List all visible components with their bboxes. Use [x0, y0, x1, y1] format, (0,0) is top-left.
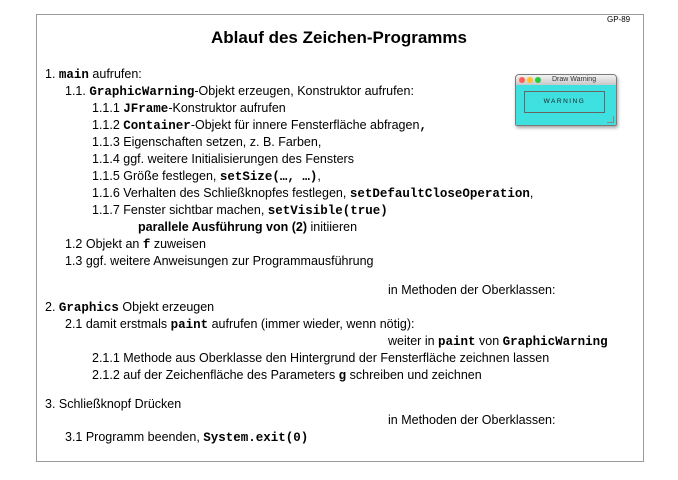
resize-grip-icon — [607, 116, 614, 123]
page-title: Ablauf des Zeichen-Programms — [210, 28, 467, 47]
line-1-1-6: 1.1.6 Verhalten des Schließknopfes festlegen, setDefaultCloseOperation, — [92, 186, 534, 201]
superclass-note-1: in Methoden der Oberklassen: — [388, 283, 556, 297]
line-1-1-7-parallel: parallele Ausführung von (2) initiieren — [138, 220, 358, 234]
close-dot-icon — [519, 77, 525, 83]
line-3: 3. Schließknopf Drücken — [45, 397, 182, 411]
minimize-dot-icon — [527, 77, 533, 83]
superclass-note-2: in Methoden der Oberklassen: — [388, 413, 556, 427]
line-1: 1. main aufrufen: — [45, 67, 142, 82]
line-1-1-2: 1.1.2 Container-Objekt für innere Fensterfläche abfragen, — [92, 118, 427, 133]
window-titlebar — [516, 75, 616, 85]
draw-warning-window — [515, 74, 617, 126]
zoom-dot-icon — [535, 77, 541, 83]
line-1-1: 1.1. GraphicWarning-Objekt erzeugen, Konstruktor aufrufen: — [65, 84, 414, 99]
line-2-1-paint-note: weiter in paint von GraphicWarning — [388, 334, 608, 349]
page-id: GP-89 — [607, 15, 631, 24]
line-2-1-2: 2.1.2 auf der Zeichenfläche des Parameters g schreiben und zeichnen — [92, 368, 482, 383]
line-1-3: 1.3 ggf. weitere Anweisungen zur Programmausführung — [65, 254, 374, 268]
line-1-1-5: 1.1.5 Größe festlegen, setSize(…, …), — [92, 169, 321, 184]
line-1-1-1: 1.1.1 JFrame-Konstruktor aufrufen — [92, 101, 286, 116]
window-title: Draw Warning — [552, 76, 597, 83]
warning-label: WARNING — [524, 91, 605, 113]
line-2-1: 2.1 damit erstmals paint aufrufen (immer wieder, wenn nötig): — [65, 317, 415, 332]
line-2: 2. Graphics Objekt erzeugen — [45, 300, 215, 315]
line-1-2: 1.2 Objekt an f zuweisen — [65, 237, 206, 252]
line-1-1-3: 1.1.3 Eigenschaften setzen, z. B. Farben, — [92, 135, 322, 149]
line-1-1-4: 1.1.4 ggf. weitere Initialisierungen des Fensters — [92, 152, 354, 166]
line-2-1-1: 2.1.1 Methode aus Oberklasse den Hintergrund der Fensterfläche zeichnen lassen — [92, 351, 550, 365]
line-1-1-7: 1.1.7 Fenster sichtbar machen, setVisible(true) — [92, 203, 388, 218]
window-content — [516, 85, 616, 125]
line-3-1: 3.1 Programm beenden, System.exit(0) — [65, 430, 309, 445]
